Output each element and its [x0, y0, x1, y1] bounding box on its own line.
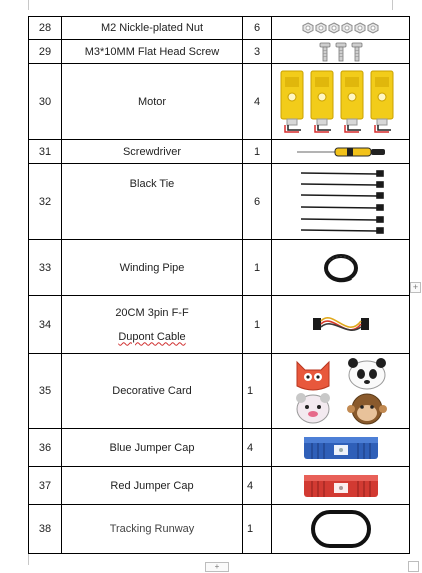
parts-table	[28, 16, 410, 554]
item-quantity: 6	[243, 17, 272, 40]
item-quantity: 6	[243, 164, 272, 240]
page-corner-mark	[28, 553, 29, 565]
page-corner-mark	[28, 0, 29, 10]
item-image-cell	[272, 467, 410, 505]
table-add-column-handle[interactable]: +	[410, 282, 421, 293]
item-image-cell	[272, 64, 410, 140]
item-number: 38	[29, 505, 62, 554]
red-jumper-cap-icon	[302, 472, 380, 500]
table-resize-handle[interactable]	[408, 561, 419, 572]
table-row	[29, 240, 410, 296]
item-number: 30	[29, 64, 62, 140]
item-name: Decorative Card	[62, 354, 243, 429]
cable-ties-icon	[293, 169, 389, 235]
table-row	[29, 140, 410, 164]
table-row	[29, 17, 410, 40]
nuts-icon	[301, 21, 381, 35]
item-image-cell	[272, 140, 410, 164]
table-row	[29, 296, 410, 354]
dupont-cable-icon	[311, 308, 371, 342]
tracking-runway-icon	[309, 508, 373, 550]
table-row	[29, 467, 410, 505]
item-image-cell	[272, 354, 410, 429]
item-name: Blue Jumper Cap	[62, 429, 243, 467]
item-image-cell	[272, 240, 410, 296]
page-corner-mark	[392, 0, 393, 10]
item-quantity: 3	[243, 40, 272, 64]
item-number: 35	[29, 354, 62, 429]
item-quantity: 4	[243, 429, 272, 467]
item-number: 32	[29, 164, 62, 240]
motors-icon	[279, 69, 403, 135]
item-number: 33	[29, 240, 62, 296]
item-name: Red Jumper Cap	[62, 467, 243, 505]
item-quantity: 1	[243, 240, 272, 296]
table-row	[29, 64, 410, 140]
item-name: Black Tie	[62, 164, 243, 240]
table-row	[29, 429, 410, 467]
item-quantity: 1	[243, 140, 272, 164]
item-number: 29	[29, 40, 62, 64]
blue-jumper-cap-icon	[302, 433, 380, 463]
item-name-line: 20CM 3pin F-F	[115, 306, 189, 319]
item-quantity: 1	[243, 354, 272, 429]
item-number: 31	[29, 140, 62, 164]
decorative-cards-icon	[291, 356, 391, 426]
screws-icon	[317, 42, 365, 62]
item-number: 37	[29, 467, 62, 505]
item-image-cell	[272, 40, 410, 64]
item-quantity: 4	[243, 467, 272, 505]
table-row	[29, 40, 410, 64]
table-row	[29, 354, 410, 429]
item-name	[62, 296, 243, 354]
item-name: Winding Pipe	[62, 240, 243, 296]
item-name: Screwdriver	[62, 140, 243, 164]
item-name: Motor	[62, 64, 243, 140]
item-image-cell	[272, 17, 410, 40]
item-image-cell	[272, 296, 410, 354]
table-row	[29, 505, 410, 554]
item-image-cell	[272, 429, 410, 467]
item-quantity: 4	[243, 64, 272, 140]
item-quantity: 1	[243, 505, 272, 554]
item-name: M3*10MM Flat Head Screw	[62, 40, 243, 64]
item-name-line: Dupont Cable	[118, 330, 186, 343]
item-number: 34	[29, 296, 62, 354]
item-number: 36	[29, 429, 62, 467]
winding-pipe-icon	[321, 251, 361, 285]
screwdriver-icon	[295, 146, 387, 158]
item-name: M2 Nickle-plated Nut	[62, 17, 243, 40]
item-quantity: 1	[243, 296, 272, 354]
item-name: Tracking Runway	[62, 505, 243, 554]
item-image-cell	[272, 164, 410, 240]
item-image-cell	[272, 505, 410, 554]
item-number: 28	[29, 17, 62, 40]
table-row	[29, 164, 410, 240]
table-add-row-handle[interactable]: +	[205, 562, 229, 572]
